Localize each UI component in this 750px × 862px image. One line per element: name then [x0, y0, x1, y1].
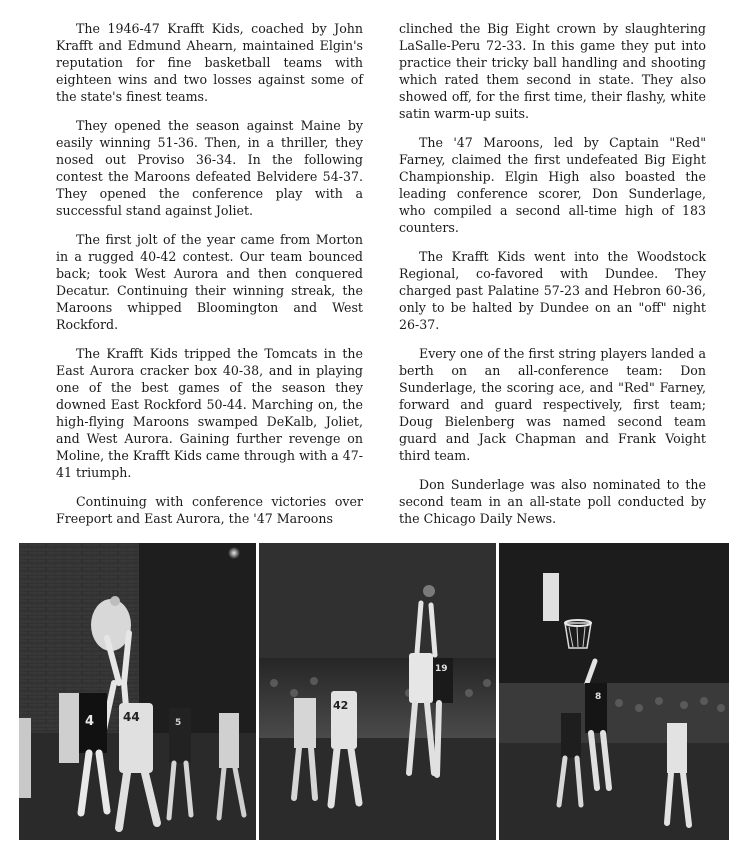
right-column — [399, 20, 706, 530]
jersey-number: 42 — [333, 699, 349, 712]
article-text — [56, 20, 706, 530]
jersey-number: 44 — [123, 710, 140, 724]
paragraph: Continuing with conference victories over Freeport and East Aurora, the '47 Maroons — [56, 494, 363, 526]
basketball-photo-1 — [19, 543, 256, 840]
photo-strip — [19, 543, 729, 840]
jersey-number: 5 — [175, 718, 182, 728]
paragraph: Don Sunderlage was also nominated to the second team in an all-state poll conducted by the Chicago Daily News. — [399, 477, 706, 526]
paragraph: The Krafft Kids tripped the Tomcats in the East Aurora cracker box 40-38, and in playing one of the best games of the season they downed East Rockford 50-44. Marching on, the high-flying Maroons swamped DeKalb, Joliet, and West Aurora. Gaining further revenge on Moline, the Krafft Kids came through with a 47-41 triumph. — [56, 346, 363, 480]
jersey-number: 19 — [435, 664, 448, 674]
basketball-photo-3 — [499, 543, 729, 840]
paragraph: They opened the season against Maine by easily winning 51-36. Then, in a thriller, they nosed out Proviso 36-34. In the following contest the Maroons defeated Belvidere 54-37. They opened the conference play with a successful stand against Joliet. — [56, 118, 363, 218]
paragraph: The Krafft Kids went into the Woodstock Regional, co-favored with Dundee. They charged past Palatine 57-23 and Hebron 60-36, only to be halted by Dundee on an "off" night 26-37. — [399, 249, 706, 332]
paragraph: The '47 Maroons, led by Captain "Red" Farney, claimed the first undefeated Big Eight Championship. Elgin High also boasted the leading conference scorer, Don Sunderlage, who compiled a second all-time high of 183 counters. — [399, 135, 706, 235]
paragraph: The 1946-47 Krafft Kids, coached by John Krafft and Edmund Ahearn, maintained Elgin's reputation for fine basketball teams with eighteen wins and two losses against some of the state's finest teams. — [56, 21, 363, 104]
paragraph: clinched the Big Eight crown by slaughtering LaSalle-Peru 72-33. In this game they put into practice their tricky ball handling and shooting which rated them second in state. They also showed off, for the first time, their flashy, white satin warm-up suits. — [399, 21, 706, 121]
paragraph: Every one of the first string players landed a berth on an all-conference team: Don Sunderlage, the scoring ace, and "Red" Farney, forward and guard respectively, first team; Doug Bielenberg was named second team guard and Jack Chapman and Frank Voight third team. — [399, 346, 706, 463]
backboard-shape — [543, 573, 559, 621]
jersey-number: 4 — [85, 714, 95, 729]
basketball-photo-2 — [259, 543, 496, 840]
left-column — [56, 20, 363, 530]
paragraph: The first jolt of the year came from Morton in a rugged 40-42 contest. Our team bounced back; took West Aurora and then conquered Decatur. Continuing their winning streak, the Maroons whipped Bloomington and West Rockford. — [56, 232, 363, 332]
jersey-number: 8 — [595, 692, 602, 702]
